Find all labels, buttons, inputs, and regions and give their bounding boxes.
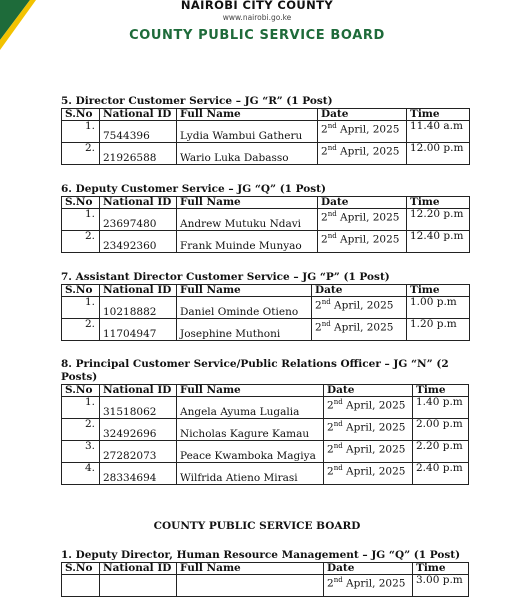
section-title: 5. Director Customer Service – JG “R” (1 Post) xyxy=(61,95,333,107)
date-cell: 2nd April, 2025 xyxy=(312,297,407,319)
date-cell: 2nd April, 2025 xyxy=(324,441,413,463)
table-row: 1. 10218882 Daniel Ominde Otieno 2nd April, 2025 1.00 p.m xyxy=(62,297,470,319)
table-row: 1. 23697480 Andrew Mutuku Ndavi 2nd April, 2025 12.20 p.m xyxy=(62,209,470,231)
schedule-table xyxy=(61,562,469,597)
col-id: National ID xyxy=(100,109,177,121)
table-row: 2. 11704947 Josephine Muthoni 2nd April, 2025 1.20 p.m xyxy=(62,319,470,341)
schedule-table xyxy=(61,108,470,165)
date-cell: 2nd April, 2025 xyxy=(318,209,407,231)
table-row: 2. 32492696 Nicholas Kagure Kamau 2nd April, 2025 2.00 p.m xyxy=(62,419,469,441)
section-hr xyxy=(61,549,469,597)
section-title: 1. Deputy Director, Human Resource Management – JG “Q” (1 Post) xyxy=(61,549,461,561)
section-title: 7. Assistant Director Customer Service – JG “P” (1 Post) xyxy=(61,271,390,283)
table-header-row: S.No National ID Full Name Date Time xyxy=(62,285,470,297)
date-cell: 2nd April, 2025 xyxy=(324,397,413,419)
board-subtitle: COUNTY PUBLIC SERVICE BOARD xyxy=(153,520,361,532)
date-cell: 2nd April, 2025 xyxy=(318,143,407,165)
document-header xyxy=(0,0,514,43)
table-row: 3. 27282073 Peace Kwamboka Magiya 2nd April, 2025 2.20 p.m xyxy=(62,441,469,463)
table-row: 2nd April, 2025 3.00 p.m xyxy=(62,575,469,597)
table-row: 2. 23492360 Frank Muinde Munyao 2nd April, 2025 12.40 p.m xyxy=(62,231,470,253)
date-cell: 2nd April, 2025 xyxy=(324,419,413,441)
col-time: Time xyxy=(407,109,470,121)
section-5 xyxy=(61,95,470,165)
org-name: NAIROBI CITY COUNTY xyxy=(180,0,334,12)
table-header-row: S.No National ID Full Name Date Time xyxy=(62,385,469,397)
board-title: COUNTY PUBLIC SERVICE BOARD xyxy=(129,28,385,43)
table-row: 4. 28334694 Wilfrida Atieno Mirasi 2nd April, 2025 2.40 p.m xyxy=(62,463,469,485)
section-title: 6. Deputy Customer Service – JG “Q” (1 Post) xyxy=(61,183,326,195)
website-text: www.nairobi.go.ke xyxy=(222,13,292,22)
col-sno: S.No xyxy=(62,109,100,121)
table-header-row: S.No National ID Full Name Date Time xyxy=(62,563,469,575)
date-cell: 2nd April, 2025 xyxy=(324,575,413,597)
section-7 xyxy=(61,271,470,341)
schedule-table xyxy=(61,196,470,253)
date-cell: 2nd April, 2025 xyxy=(312,319,407,341)
schedule-table xyxy=(61,384,469,485)
col-name: Full Name xyxy=(177,109,318,121)
date-cell: 2nd April, 2025 xyxy=(318,121,407,143)
col-date: Date xyxy=(318,109,407,121)
table-row: 1. 7544396 Lydia Wambui Gatheru 2nd April, 2025 11.40 a.m xyxy=(62,121,470,143)
section-8 xyxy=(61,358,471,485)
schedule-table xyxy=(61,284,470,341)
date-cell: 2nd April, 2025 xyxy=(318,231,407,253)
section-6 xyxy=(61,183,470,253)
table-header-row: S.No National ID Full Name Date Time xyxy=(62,197,470,209)
table-row: 1. 31518062 Angela Ayuma Lugalia 2nd April, 2025 1.40 p.m xyxy=(62,397,469,419)
section-title: 8. Principal Customer Service/Public Relations Officer – JG “N” (2 Posts) xyxy=(61,358,449,383)
date-cell: 2nd April, 2025 xyxy=(324,463,413,485)
table-row: 2. 21926588 Wario Luka Dabasso 2nd April, 2025 12.00 p.m xyxy=(62,143,470,165)
table-header-row xyxy=(62,109,470,121)
